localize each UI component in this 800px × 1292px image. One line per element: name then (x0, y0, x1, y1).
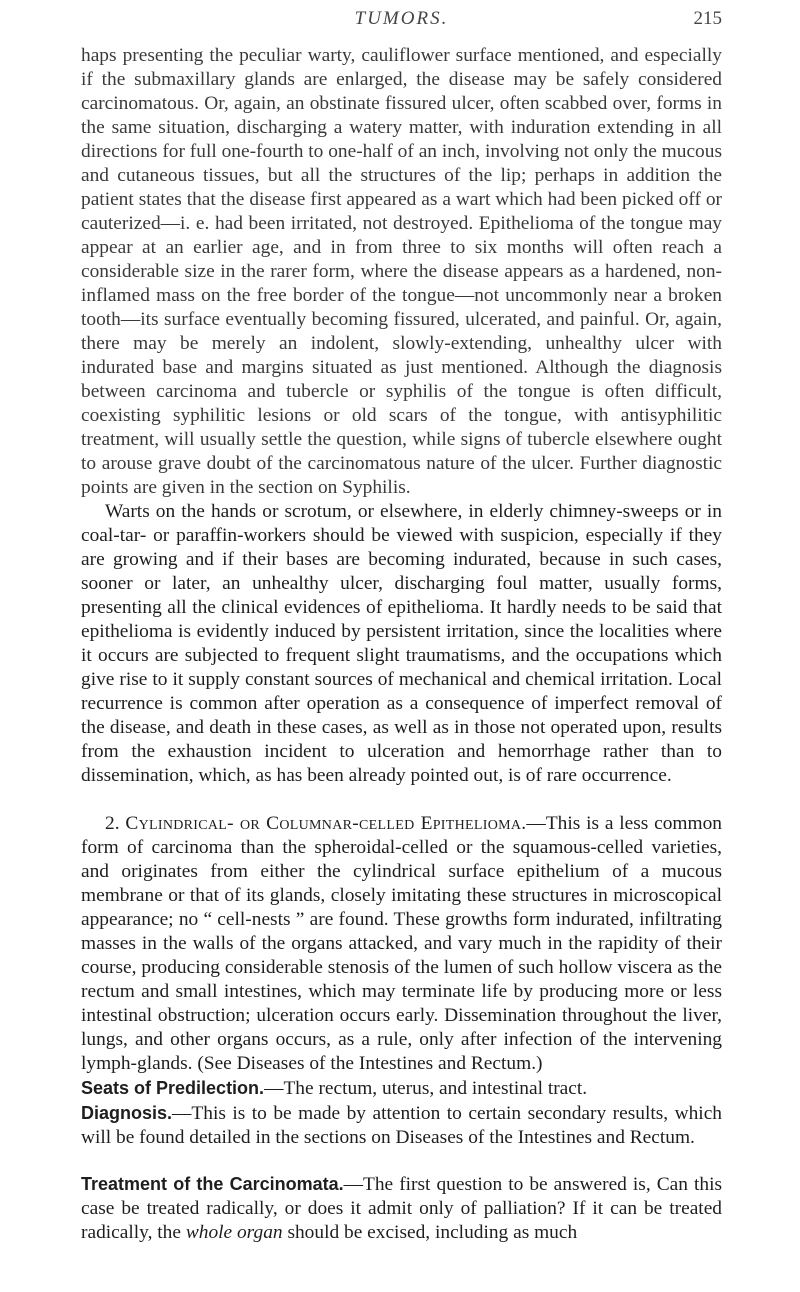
heading-diagnosis: Diagnosis. (81, 1103, 173, 1123)
paragraph-seats-of-predilection (81, 1076, 722, 1101)
treatment-text-b: should be excised, including as much (282, 1222, 578, 1243)
diagnosis-text: —This is to be made by attention to certain secondary results, which will be found detailed in the sections on Diseases of the Intestines and Rectum. (81, 1103, 722, 1148)
paragraph-warts-epithelioma: Warts on the hands or scrotum, or elsewhere, in elderly chimney-sweeps or in coal-tar- or paraffin-workers should be viewed with suspicion, especially if they are growing and if their bases are becoming indurated, because in such cases, sooner or later, an unhealthy ulcer, discharging foul matter, usually forms, presenting all the clinical evidences of epithelioma. It hardly needs to be said that epithelioma is evidently induced by persistent irritation, since the localities where it occurs are subjected to frequent slight traumatisms, and the occupations which give rise to it supply constant sources of mechanical and chemical irritation. Local recurrence is common after operation as a consequence of imperfect removal of the disease, and death in these cases, as well as in those not operated upon, results from the exhaustion incident to ulceration and hemorrhage rather than to dissemination, which, as has been already pointed out, is of rare occurrence. (81, 501, 722, 786)
running-title: TUMORS. (354, 8, 449, 29)
page-number: 215 (693, 8, 722, 29)
paragraph-columnar-epithelioma (81, 812, 722, 1076)
treatment-emphasis: whole organ (185, 1222, 283, 1243)
paragraph-columnar-text: —This is a less common form of carcinoma than the spheroidal-celled or the squamous-celled varieties, and originates from either the cylindrical surface epithelium of a mucous membrane or that of its glands, closely imitating these structures in microscopical appearance; no “ cell-nests ” are found. These growths form indurated, infiltrating masses in the walls of the organs attacked, and vary much in the rapidity of their course, producing considerable stenosis of the lumen of such hollow viscera as the rectum and small intestines, which may terminate life by producing more or less intestinal obstruction; ulceration occurs early. Dissemination throughout the liver, lungs, and other organs occurs, as a rule, only after infection of the intervening lymph-glands. (See Diseases of the Intestines and Rectum.) (81, 813, 722, 1074)
heading-treatment: Treatment of the Carcinomata. (81, 1174, 344, 1194)
section-heading-columnar: Cylindrical- or Columnar-celled Epithelioma. (125, 813, 527, 834)
section-number: 2. (105, 813, 120, 834)
body-text (81, 44, 722, 1245)
seats-text: —The rectum, uterus, and intestinal tract. (264, 1078, 588, 1099)
treatment-text-a: —The first question to be answered is, Can this case be treated radically, or does it admit only of palliation? If it can be treated radically, the (81, 1174, 722, 1243)
running-head (81, 0, 722, 44)
paragraph-lip-tongue-epithelioma: haps presenting the peculiar warty, cauliflower surface mentioned, and especially if the submaxillary glands are enlarged, the disease may be safely considered carcinomatous. Or, again, an obstinate fissured ulcer, often scabbed over, forms in the same situation, discharging a watery matter, with induration extending in all directions for full one-fourth to one-half of an inch, involving not only the mucous and cutaneous tissues, but all the structures of the lip; perhaps in addition the patient states that the disease first appeared as a wart which had been picked off or cauterized—i. e. had been irritated, not destroyed. Epithelioma of the tongue may appear at an earlier age, and in from three to six months will often reach a considerable size in the rarer form, where the disease appears as a hardened, non-inflamed mass on the free border of the tongue—not uncommonly near a broken tooth—its surface eventually becoming fissured, ulcerated, and painful. Or, again, there may be merely an indolent, slowly-extending, unhealthy ulcer with indurated base and margins situated as just mentioned. Although the diagnosis between carcinoma and tubercle or syphilis of the tongue is often difficult, coexisting syphilitic lesions or old scars of the tongue, with antisyphilitic treatment, will usually settle the question, while signs of tubercle elsewhere ought to arouse grave doubt of the carcinomatous nature of the ulcer. Further diagnostic points are given in the section on Syphilis. (81, 45, 722, 498)
heading-seats-of-predilection: Seats of Predilection. (81, 1078, 265, 1098)
paragraph-diagnosis (81, 1101, 722, 1150)
paragraph-treatment (81, 1172, 722, 1245)
